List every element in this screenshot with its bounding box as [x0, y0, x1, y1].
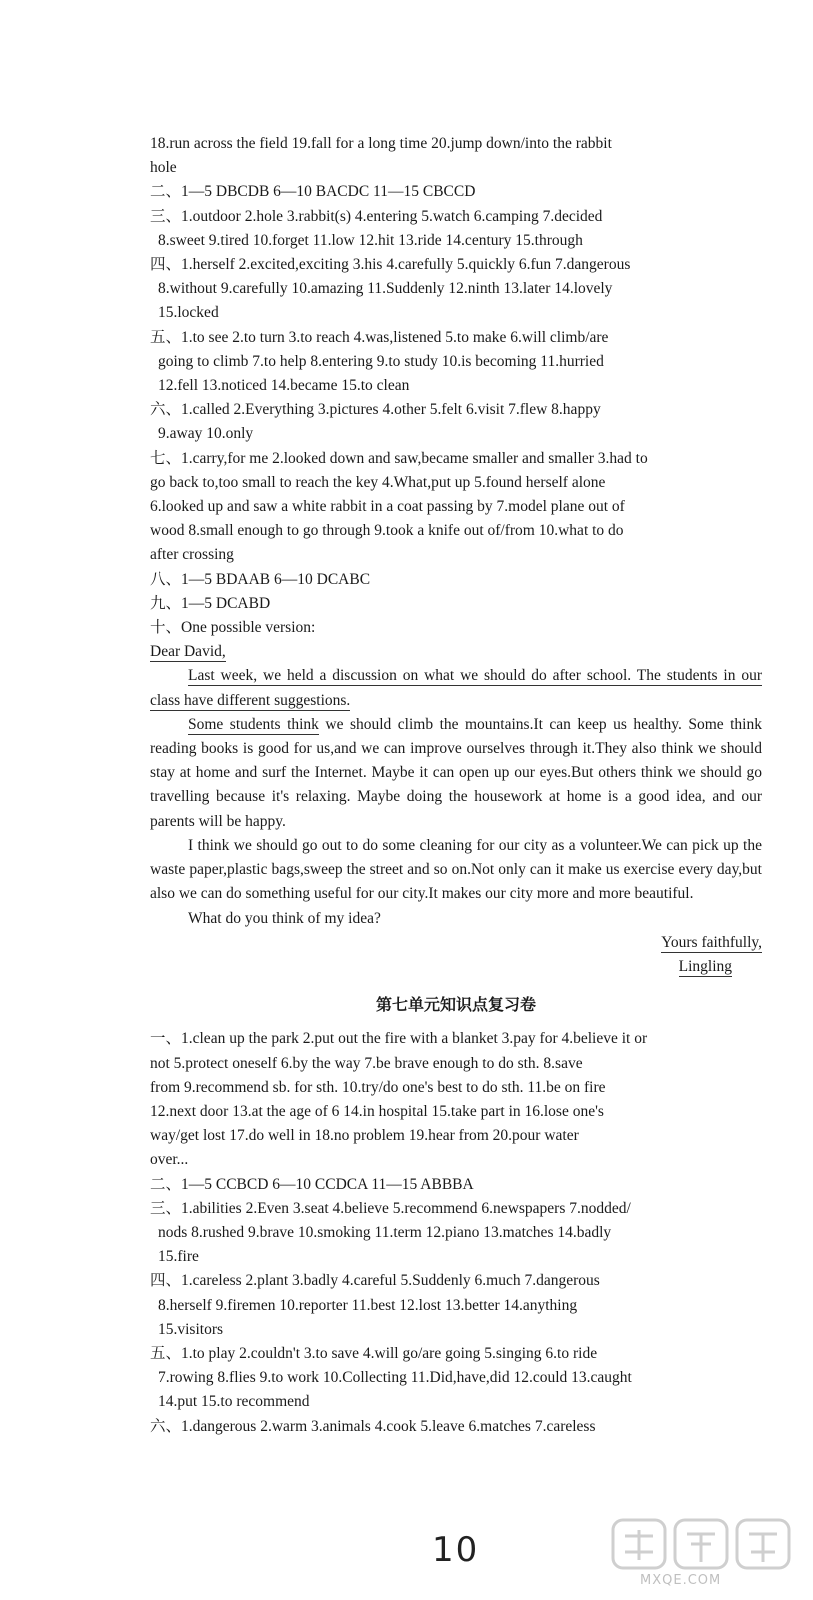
letter-paragraph-3: I think we should go out to do some cleaning for our city as a volunteer.We can pick up the waste paper,plastic bags,sweep the street and so on.Not only can it make us exercise every day,but also we can do something useful for our city.It makes our city more and more beautiful.	[150, 836, 762, 903]
answer-line: 三、1.abilities 2.Even 3.seat 4.believe 5.recommend 6.newspapers 7.nodded/	[150, 1199, 631, 1217]
answer-line: nods 8.rushed 9.brave 10.smoking 11.term 12.piano 13.matches 14.badly	[158, 1223, 612, 1241]
answer-line: after crossing	[150, 546, 234, 564]
answer-line: from 9.recommend sb. for sth. 10.try/do one's best to do sth. 11.be on fire	[150, 1078, 606, 1096]
answer-line: 五、1.to play 2.couldn't 3.to save 4.will go/are going 5.singing 6.to ride	[150, 1344, 598, 1362]
page-number: 10	[432, 1530, 480, 1570]
answer-line: 15.locked	[158, 304, 219, 322]
letter-salutation: Dear David,	[150, 643, 226, 661]
answer-line: 15.visitors	[158, 1320, 224, 1338]
answers-part-1	[150, 132, 762, 640]
answer-line: 二、1—5 CCBCD 6—10 CCDCA 11—15 ABBBA	[150, 1175, 474, 1193]
answer-line: 6.looked up and saw a white rabbit in a coat passing by 7.model plane out of	[150, 498, 625, 516]
answer-content	[150, 132, 762, 1439]
letter-closing: Yours faithfully,	[661, 933, 762, 951]
answer-line: 12.fell 13.noticed 14.became 15.to clean	[158, 377, 410, 395]
section-title: 第七单元知识点复习卷	[375, 995, 536, 1015]
answer-line: 六、1.dangerous 2.warm 3.animals 4.cook 5.leave 6.matches 7.careless	[150, 1417, 596, 1435]
answer-line: 八、1—5 BDAAB 6—10 DCABC	[150, 570, 371, 588]
letter-paragraph-4: What do you think of my idea?	[188, 909, 381, 927]
answer-line: 四、1.careless 2.plant 3.badly 4.careful 5.Suddenly 6.much 7.dangerous	[150, 1272, 600, 1290]
letter-paragraph-1: Last week, we held a discussion on what we should do after school. The students in our class have different suggestions.	[150, 667, 762, 709]
sample-letter	[150, 640, 762, 979]
answer-line: 二、1—5 DBCDB 6—10 BACDC 11—15 CBCCD	[150, 183, 476, 201]
answer-line: 六、1.called 2.Everything 3.pictures 4.other 5.felt 6.visit 7.flew 8.happy	[150, 401, 601, 419]
answer-line: 12.next door 13.at the age of 6 14.in hospital 15.take part in 16.lose one's	[150, 1102, 604, 1120]
answer-line: 四、1.herself 2.excited,exciting 3.his 4.carefully 5.quickly 6.fun 7.dangerous	[150, 256, 631, 274]
answer-line: hole	[150, 159, 177, 177]
answer-line: wood 8.small enough to go through 9.took a knife out of/from 10.what to do	[150, 522, 624, 540]
answer-line: way/get lost 17.do well in 18.no problem 19.hear from 20.pour water	[150, 1127, 579, 1145]
answer-line: 九、1—5 DCABD	[150, 594, 271, 612]
answer-line: 十、One possible version:	[150, 619, 316, 637]
answer-line: 8.sweet 9.tired 10.forget 11.low 12.hit 13.ride 14.century 15.through	[158, 231, 583, 249]
answer-line: over...	[150, 1151, 189, 1169]
answer-line: 三、1.outdoor 2.hole 3.rabbit(s) 4.entering 5.watch 6.camping 7.decided	[150, 207, 603, 225]
answer-line: 14.put 15.to recommend	[158, 1393, 310, 1411]
answer-line: 五、1.to see 2.to turn 3.to reach 4.was,listened 5.to make 6.will climb/are	[150, 328, 609, 346]
answer-line: not 5.protect oneself 6.by the way 7.be brave enough to do sth. 8.save	[150, 1054, 583, 1072]
watermark-text: MXQE.COM	[640, 1573, 722, 1588]
answers-part-2	[150, 1027, 762, 1438]
answer-line: 一、1.clean up the park 2.put out the fire with a blanket 3.pay for 4.believe it or	[150, 1030, 648, 1048]
letter-signature: Lingling	[678, 957, 732, 975]
answer-line: 18.run across the field 19.fall for a long time 20.jump down/into the rabbit	[150, 135, 612, 152]
answer-line: 8.without 9.carefully 10.amazing 11.Suddenly 12.ninth 13.later 14.lovely	[158, 280, 613, 298]
answer-line: 8.herself 9.firemen 10.reporter 11.best 12.lost 13.better 14.anything	[158, 1296, 578, 1314]
letter-paragraph-2: Some students think we should climb the mountains.It can keep us healthy. Some think reading books is good for us,and we can improve ourselves through it.They also think we should stay at home and surf the Internet. Maybe it can open up our eyes.But others think we should go travelling because it's relaxing. Maybe doing the housework at home is a good idea, and our parents will be happy.	[150, 715, 762, 830]
answer-line: go back to,too small to reach the key 4.What,put up 5.found herself alone	[150, 473, 606, 491]
answer-line: going to climb 7.to help 8.entering 9.to study 10.is becoming 11.hurried	[158, 352, 604, 370]
answer-line: 15.fire	[158, 1248, 199, 1266]
answer-line: 七、1.carry,for me 2.looked down and saw,became smaller and smaller 3.had to	[150, 449, 648, 467]
answer-line: 9.away 10.only	[158, 425, 254, 443]
answer-line: 7.rowing 8.flies 9.to work 10.Collecting 11.Did,have,did 12.could 13.caught	[158, 1369, 632, 1387]
